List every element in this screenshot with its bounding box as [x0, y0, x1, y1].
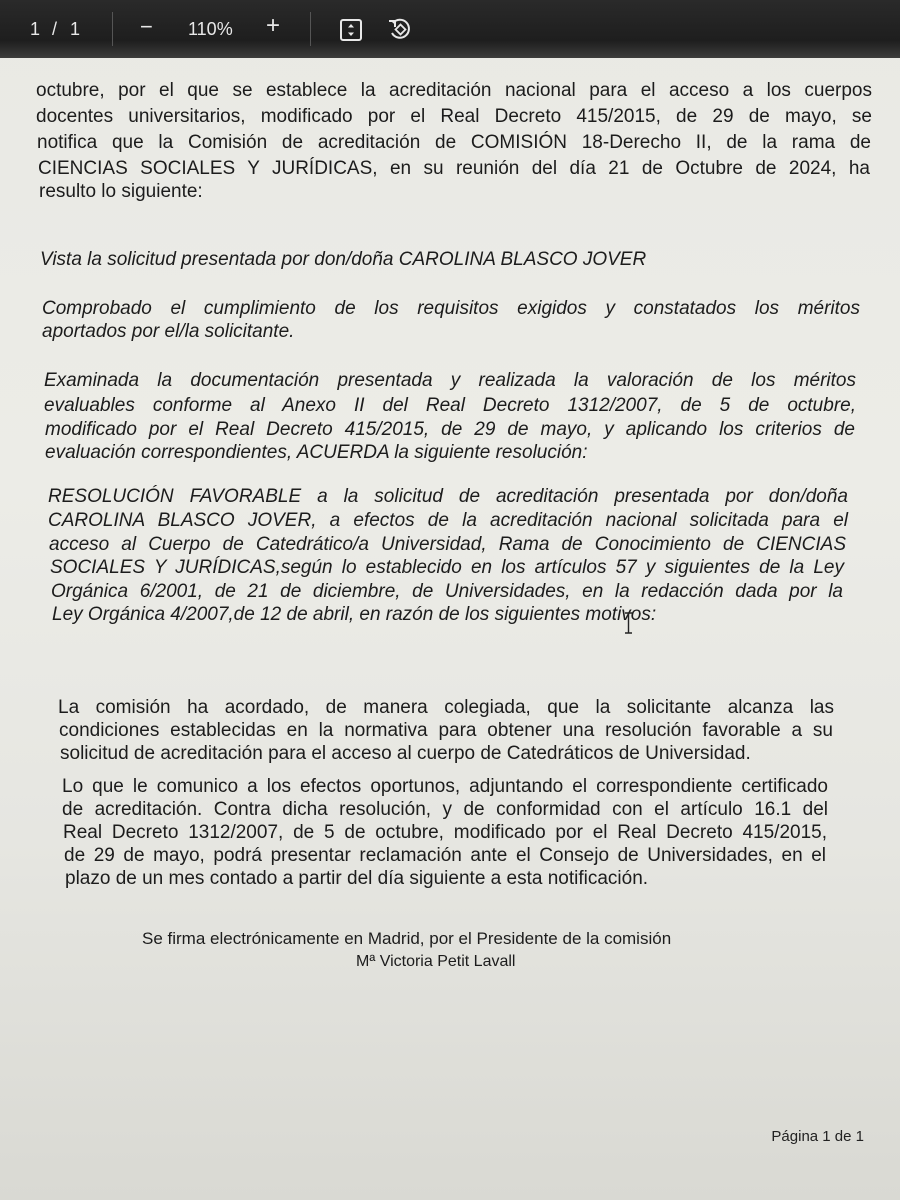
page-separator: /	[52, 19, 58, 39]
resolucion-line: acceso al Cuerpo de Catedrático/a Universidad, Rama de Conocimiento de CIENCIAS	[49, 534, 846, 555]
resolucion-line: Orgánica 6/2001, de 21 de diciembre, de Universidades, en la redacción dada por la	[51, 581, 843, 602]
comision-line: solicitud de acreditación para el acceso al cuerpo de Catedráticos de Universidad.	[60, 743, 751, 764]
toolbar-divider	[112, 12, 113, 46]
resolucion-line: CAROLINA BLASCO JOVER, a efectos de la acreditación nacional solicitada para el	[48, 510, 848, 531]
signature-statement: Se firma electrónicamente en Madrid, por el Presidente de la comisión	[142, 929, 672, 948]
page-total: 1	[70, 19, 81, 39]
comprobado-line: Comprobado el cumplimiento de los requisitos exigidos y constatados los méritos	[42, 298, 860, 319]
intro-line: docentes universitarios, modificado por el Real Decreto 415/2015, de 29 de mayo, se	[36, 106, 872, 127]
zoom-out-button[interactable]: −	[140, 14, 153, 39]
zoom-level[interactable]: 110%	[188, 19, 233, 39]
toolbar-divider	[310, 12, 311, 46]
intro-line: notifica que la Comisión de acreditación de COMISIÓN 18-Derecho II, de la rama de	[37, 132, 871, 153]
examinada-line: modificado por el Real Decreto 415/2015, de 29 de mayo, y aplicando los criterios de	[45, 419, 855, 440]
examinada-line: Examinada la documentación presentada y realizada la valoración de los méritos	[44, 370, 856, 391]
intro-line: resulto lo siguiente:	[39, 181, 203, 202]
comunico-line: Lo que le comunico a los efectos oportunos, adjuntando el correspondiente certificado	[62, 776, 828, 797]
intro-line: CIENCIAS SOCIALES Y JURÍDICAS, en su reunión del día 21 de Octubre de 2024, ha	[38, 158, 870, 179]
vista-line: Vista la solicitud presentada por don/doña CAROLINA BLASCO JOVER	[40, 249, 647, 270]
resolucion-line: SOCIALES Y JURÍDICAS,según lo establecido en los artículos 57 y siguientes de la Ley	[50, 557, 844, 578]
comision-line: condiciones establecidas en la normativa para obtener una resolución favorable a su	[59, 720, 833, 741]
examinada-line: evaluables conforme al Anexo II del Real Decreto 1312/2007, de 5 de octubre,	[44, 395, 856, 416]
comunico-line: de 29 de mayo, podrá presentar reclamación ante el Consejo de Universidades, en el	[64, 845, 826, 866]
page-footer: Página 1 de 1	[771, 1128, 864, 1145]
intro-line: octubre, por el que se establece la acreditación nacional para el acceso a los cuerpos	[36, 80, 872, 101]
fit-page-icon[interactable]	[338, 17, 364, 43]
zoom-in-button[interactable]: +	[266, 12, 281, 39]
comunico-line: plazo de un mes contado a partir del día siguiente a esta notificación.	[65, 868, 649, 889]
comprobado-line: aportados por el/la solicitante.	[42, 321, 295, 342]
pdf-toolbar	[0, 0, 900, 58]
text-cursor-icon	[624, 612, 633, 634]
comunico-line: Real Decreto 1312/2007, de 5 de octubre, modificado por el Real Decreto 415/2015,	[63, 822, 827, 843]
page-number-input[interactable]: 1	[30, 19, 41, 39]
signer-name: Mª Victoria Petit Lavall	[356, 953, 516, 970]
comunico-line: de acreditación. Contra dicha resolución, y de conformidad con el artículo 16.1 del	[62, 799, 828, 820]
resolucion-line: Ley Orgánica 4/2007,de 12 de abril, en razón de los siguientes motivos:	[52, 604, 657, 625]
rotate-icon[interactable]	[386, 15, 414, 43]
comision-line: La comisión ha acordado, de manera colegiada, que la solicitante alcanza las	[58, 697, 834, 718]
examinada-line: evaluación correspondientes, ACUERDA la siguiente resolución:	[45, 442, 588, 463]
resolucion-line: RESOLUCIÓN FAVORABLE a la solicitud de acreditación presentada por don/doña	[48, 486, 848, 507]
